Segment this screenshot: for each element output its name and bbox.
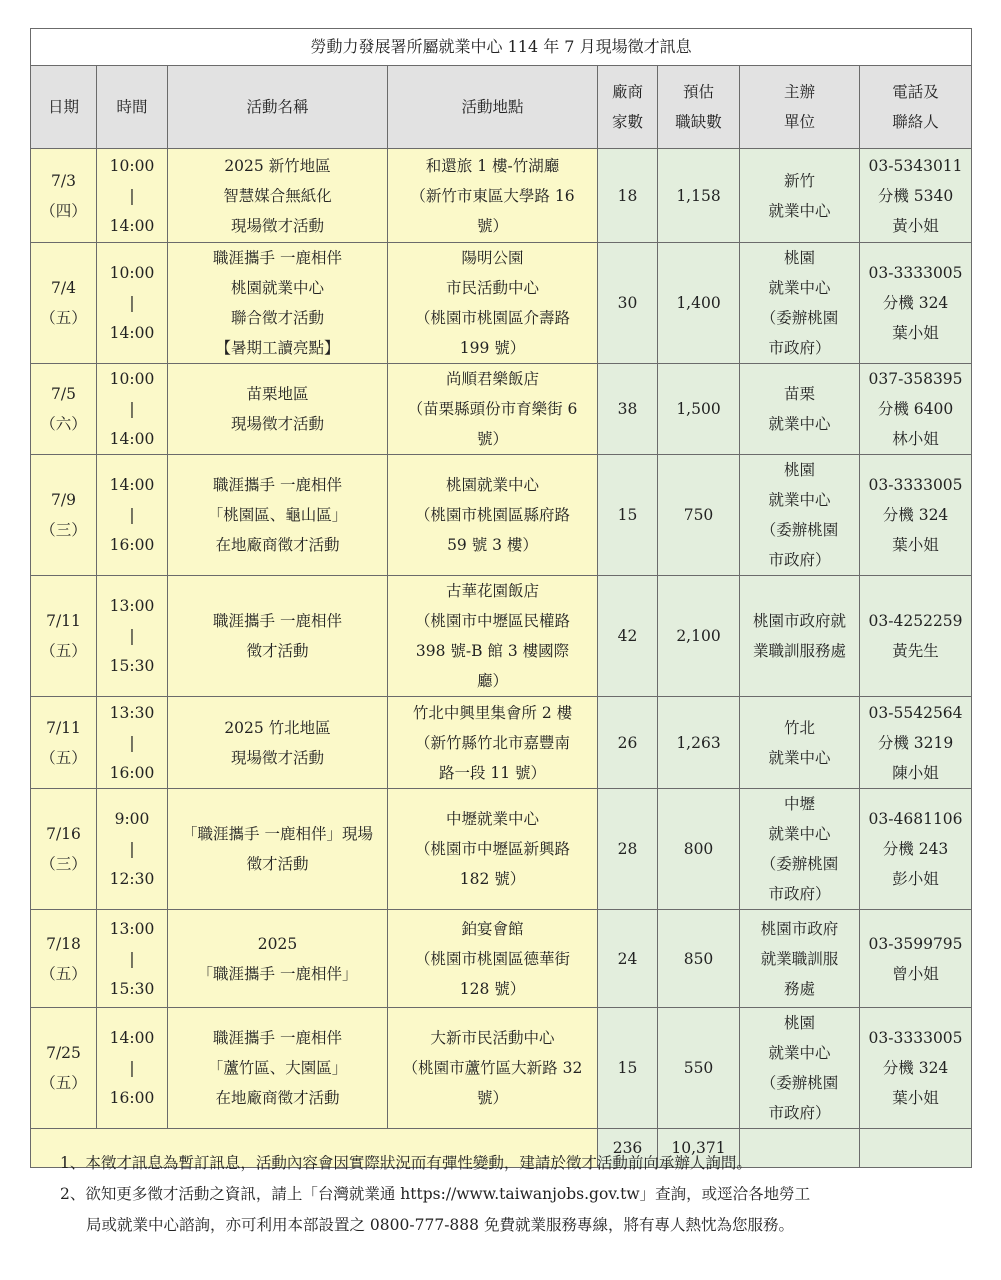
date-cell-line: 7/16 (46, 825, 81, 843)
location-cell-line: 竹北中興里集會所 2 樓 (412, 703, 573, 722)
table-row (31, 243, 972, 364)
contact-cell-line: 分機 243 (882, 840, 949, 858)
time-cell-line: 10:00 (109, 264, 155, 282)
time-cell (97, 243, 168, 364)
time-cell (97, 697, 168, 789)
contact-cell-line: 黃小姐 (892, 216, 939, 235)
activity-name-cell-line: 桃園就業中心 (230, 279, 324, 297)
activity-name-cell-line: 「蘆竹區、大園區」 (207, 1059, 348, 1077)
activity-name-cell-line: 【暑期工讀亮點】 (215, 339, 340, 357)
time-cell-line: 9:00 (114, 810, 150, 828)
contact-cell (860, 697, 972, 789)
activity-name-cell-line: 「職涯攜手 一鹿相伴」 (197, 964, 358, 983)
activity-name-cell-line: 聯合徵才活動 (230, 309, 324, 327)
activity-name-cell (168, 455, 388, 576)
time-cell-line: | (129, 506, 135, 524)
location-cell-line: 廳） (476, 672, 508, 690)
activity-name-cell-line: 職涯攜手 一鹿相伴 (213, 612, 342, 630)
contact-cell-line: 03-5542564 (868, 703, 963, 722)
contact-cell (860, 1008, 972, 1129)
activity-name-cell-line: 2025 新竹地區 (224, 156, 331, 175)
date-cell (31, 789, 97, 910)
firm-count-cell: 15 (598, 455, 658, 576)
location-cell (388, 576, 598, 697)
organizer-cell (740, 243, 860, 364)
location-cell (388, 910, 598, 1008)
time-cell-line: 16:00 (109, 536, 155, 554)
location-cell-line: 桃園就業中心 (445, 476, 539, 494)
location-cell-line: （桃園市蘆竹區大新路 32 (402, 1059, 583, 1077)
organizer-cell-line: 就業職訓服 (760, 949, 839, 968)
contact-cell-line: 03-4252259 (868, 612, 963, 630)
location-cell-line: 鉑宴會館 (461, 919, 524, 938)
organizer-cell-line: 桃園 (783, 1014, 815, 1032)
organizer-cell-line: 就業中心 (768, 825, 831, 843)
contact-cell-line: 彭小姐 (892, 870, 939, 888)
contact-cell-line: 分機 324 (882, 506, 949, 524)
location-cell-line: （新竹市東區大學路 16 (410, 186, 575, 205)
time-cell-line: 14:00 (109, 1029, 155, 1047)
activity-name-cell (168, 576, 388, 697)
job-count-cell: 750 (658, 455, 740, 576)
contact-cell (860, 243, 972, 364)
time-cell-line: | (129, 400, 135, 418)
activity-name-cell (168, 789, 388, 910)
location-cell-line: 古華花園飯店 (445, 582, 539, 600)
location-cell-line: （桃園市桃園區德華街 (414, 949, 570, 968)
location-cell-line: 398 號-B 館 3 樓國際 (415, 642, 570, 660)
footnotes (60, 1148, 960, 1241)
table-title: 勞動力發展署所屬就業中心 114 年 7 月現場徵才訊息 (31, 29, 972, 66)
contact-cell-line: 03-5343011 (868, 156, 963, 175)
contact-cell-line: 03-3333005 (868, 476, 963, 494)
date-cell-line: （三） (40, 855, 87, 873)
activity-name-cell-line: 職涯攜手 一鹿相伴 (213, 249, 342, 267)
contact-cell-line: 03-3599795 (868, 934, 963, 953)
contact-cell-line: 03-3333005 (868, 264, 963, 282)
job-count-cell: 1,263 (658, 697, 740, 789)
firm-count-cell: 28 (598, 789, 658, 910)
date-cell-line: 7/9 (51, 491, 76, 509)
organizer-cell-line: 務處 (783, 979, 815, 998)
location-cell (388, 455, 598, 576)
location-cell-line: （桃園市桃園區縣府路 (414, 506, 570, 524)
recruitment-table-container (30, 28, 971, 1168)
location-cell (388, 149, 598, 243)
activity-name-cell (168, 910, 388, 1008)
total-jobs: 10,371 (658, 1129, 740, 1168)
activity-name-cell-line: 現場徵才活動 (230, 216, 324, 235)
organizer-cell-line: （委辦桃園 (760, 1074, 839, 1092)
organizer-cell (740, 576, 860, 697)
date-cell-line: 7/11 (46, 718, 81, 737)
time-cell (97, 1008, 168, 1129)
activity-name-cell-line: 在地廠商徵才活動 (215, 1089, 340, 1107)
location-cell-line: 中壢就業中心 (445, 810, 539, 828)
location-cell (388, 697, 598, 789)
header-organizer: 主辦 單位 (740, 66, 860, 149)
organizer-cell-line: 就業中心 (768, 279, 831, 297)
location-cell (388, 789, 598, 910)
header-time: 時間 (97, 66, 168, 149)
date-cell-line: 7/11 (46, 612, 81, 630)
organizer-cell-line: 就業中心 (768, 748, 831, 767)
location-cell-line: 128 號） (459, 979, 526, 998)
firm-count-cell: 26 (598, 697, 658, 789)
contact-cell-line: 黃先生 (892, 642, 939, 660)
date-cell (31, 1008, 97, 1129)
contact-cell-line: 分機 324 (882, 1059, 949, 1077)
organizer-cell-line: （委辦桃園 (760, 521, 839, 539)
organizer-cell (740, 1008, 860, 1129)
contact-cell-line: 03-3333005 (868, 1029, 963, 1047)
activity-name-cell-line: 「桃園區、龜山區」 (207, 506, 348, 524)
time-cell-line: 16:00 (109, 763, 155, 782)
activity-name-cell-line: 2025 竹北地區 (224, 718, 331, 737)
activity-name-cell (168, 1008, 388, 1129)
location-cell-line: 尚順君樂飯店 (445, 370, 539, 388)
activity-name-cell (168, 149, 388, 243)
location-cell-line: 大新市民活動中心 (430, 1029, 555, 1047)
date-cell (31, 455, 97, 576)
time-cell-line: 15:30 (109, 657, 155, 675)
location-cell-line: （桃園市中壢區民權路 (414, 612, 570, 630)
location-cell-line: 號） (476, 216, 508, 235)
firm-count-cell: 42 (598, 576, 658, 697)
contact-cell-line: 葉小姐 (892, 324, 939, 342)
activity-name-cell-line: 2025 (257, 934, 298, 953)
table-row (31, 149, 972, 243)
job-count-cell: 2,100 (658, 576, 740, 697)
time-cell (97, 910, 168, 1008)
date-cell (31, 910, 97, 1008)
contact-cell-line: 分機 6400 (877, 400, 954, 418)
time-cell-line: | (129, 949, 135, 968)
location-cell-line: 號） (476, 430, 508, 448)
date-cell-line: 7/4 (51, 279, 76, 297)
table-row (31, 576, 972, 697)
organizer-cell-line: 竹北 (783, 718, 815, 737)
header-date: 日期 (31, 66, 97, 149)
organizer-cell-line: 就業中心 (768, 491, 831, 509)
job-count-cell: 1,158 (658, 149, 740, 243)
date-cell-line: 7/5 (51, 385, 76, 403)
contact-cell-line: 分機 324 (882, 294, 949, 312)
organizer-cell (740, 149, 860, 243)
contact-cell-line: 分機 5340 (877, 186, 954, 205)
location-cell-line: 59 號 3 樓） (447, 536, 538, 554)
table-row (31, 455, 972, 576)
activity-name-cell-line: 苗栗地區 (246, 385, 309, 403)
location-cell-line: 號） (476, 1089, 508, 1107)
activity-name-cell-line: 現場徵才活動 (230, 748, 324, 767)
header-location: 活動地點 (388, 66, 598, 149)
total-firms: 236 (598, 1129, 658, 1168)
firm-count-cell: 30 (598, 243, 658, 364)
organizer-cell (740, 910, 860, 1008)
contact-cell (860, 576, 972, 697)
time-cell-line: | (129, 627, 135, 645)
date-cell-line: （五） (40, 1074, 87, 1092)
table-row (31, 697, 972, 789)
location-cell-line: 市民活動中心 (445, 279, 539, 297)
job-count-cell: 550 (658, 1008, 740, 1129)
organizer-cell-line: 市政府） (768, 1104, 831, 1122)
time-cell-line: 10:00 (109, 156, 155, 175)
location-cell-line: 和還旅 1 樓-竹湖廳 (425, 156, 560, 175)
time-cell-line: 13:30 (109, 703, 155, 722)
time-cell-line: 13:00 (109, 919, 155, 938)
date-cell-line: （四） (40, 201, 87, 220)
organizer-cell-line: 新竹 (783, 171, 815, 190)
time-cell-line: | (129, 186, 135, 205)
date-cell (31, 243, 97, 364)
organizer-cell (740, 364, 860, 455)
time-cell-line: 12:30 (109, 870, 155, 888)
contact-cell (860, 149, 972, 243)
contact-cell (860, 910, 972, 1008)
job-count-cell: 800 (658, 789, 740, 910)
date-cell-line: （三） (40, 521, 87, 539)
time-cell-line: 16:00 (109, 1089, 155, 1107)
header-firm-count: 廠商 家數 (598, 66, 658, 149)
recruitment-table (30, 28, 972, 1168)
footnote-2-continued: 局或就業中心諮詢，亦可利用本部設置之 0800-777-888 免費就業服務專線，將有專人熱忱為您服務。 (86, 1216, 794, 1234)
location-cell (388, 364, 598, 455)
organizer-cell-line: 桃園市政府就 (752, 612, 846, 630)
time-cell-line: 13:00 (109, 597, 155, 615)
time-cell-line: | (129, 733, 135, 752)
organizer-cell-line: 桃園市政府 (760, 919, 839, 938)
activity-name-cell-line: 現場徵才活動 (230, 415, 324, 433)
activity-name-cell-line: 徵才活動 (246, 855, 309, 873)
activity-name-cell-line: 「職涯攜手 一鹿相伴」現場 (182, 825, 373, 843)
header-activity-name: 活動名稱 (168, 66, 388, 149)
date-cell-line: 7/18 (46, 934, 81, 953)
time-cell (97, 455, 168, 576)
organizer-cell-line: 市政府） (768, 551, 831, 569)
location-cell-line: （新竹縣竹北市嘉豐南 (414, 733, 570, 752)
organizer-cell-line: （委辦桃園 (760, 309, 839, 327)
time-cell-line: 14:00 (109, 430, 155, 448)
location-cell (388, 243, 598, 364)
date-cell-line: （五） (40, 964, 87, 983)
header-job-count: 預估 職缺數 (658, 66, 740, 149)
organizer-cell-line: 就業中心 (768, 415, 831, 433)
contact-cell (860, 364, 972, 455)
activity-name-cell-line: 職涯攜手 一鹿相伴 (213, 476, 342, 494)
organizer-cell (740, 789, 860, 910)
time-cell (97, 149, 168, 243)
job-count-cell: 1,400 (658, 243, 740, 364)
activity-name-cell-line: 智慧媒合無紙化 (223, 186, 332, 205)
organizer-cell-line: 就業中心 (768, 1044, 831, 1062)
contact-cell (860, 455, 972, 576)
header-row (31, 66, 972, 149)
contact-cell-line: 林小姐 (892, 430, 939, 448)
location-cell-line: 199 號） (459, 339, 526, 357)
time-cell-line: 15:30 (109, 979, 155, 998)
date-cell-line: （六） (40, 415, 87, 433)
organizer-cell-line: （委辦桃園 (760, 855, 839, 873)
contact-cell-line: 分機 3219 (877, 733, 954, 752)
date-cell-line: （五） (40, 642, 87, 660)
table-row (31, 910, 972, 1008)
location-cell-line: 182 號） (459, 870, 526, 888)
contact-cell-line: 03-4681106 (868, 810, 963, 828)
activity-name-cell-line: 職涯攜手 一鹿相伴 (213, 1029, 342, 1047)
contact-cell-line: 陳小姐 (892, 763, 939, 782)
date-cell (31, 576, 97, 697)
location-cell (388, 1008, 598, 1129)
organizer-cell-line: 桃園 (783, 461, 815, 479)
contact-cell-line: 曾小姐 (892, 964, 939, 983)
activity-name-cell-line: 徵才活動 (246, 642, 309, 660)
time-cell-line: 14:00 (109, 324, 155, 342)
table-row (31, 1008, 972, 1129)
location-cell-line: （苗栗縣頭份市育樂街 6 (407, 400, 578, 418)
organizer-cell-line: 業職訓服務處 (752, 642, 846, 660)
table-body (31, 149, 972, 1129)
activity-name-cell-line: 在地廠商徵才活動 (215, 536, 340, 554)
contact-cell-line: 葉小姐 (892, 536, 939, 554)
firm-count-cell: 18 (598, 149, 658, 243)
time-cell (97, 576, 168, 697)
footnote-1: 1、本徵才訊息為暫訂訊息，活動內容會因實際狀況而有彈性變動，建請於徵才活動前向承辦人詢問。 (60, 1154, 752, 1172)
table-row (31, 364, 972, 455)
time-cell-line: | (129, 294, 135, 312)
date-cell-line: 7/25 (46, 1044, 81, 1062)
contact-cell (860, 789, 972, 910)
activity-name-cell (168, 243, 388, 364)
header-contact: 電話及 聯絡人 (860, 66, 972, 149)
location-cell-line: 路一段 11 號） (438, 763, 547, 782)
location-cell-line: 陽明公園 (461, 249, 524, 267)
time-cell (97, 789, 168, 910)
time-cell-line: 14:00 (109, 476, 155, 494)
date-cell (31, 697, 97, 789)
date-cell (31, 364, 97, 455)
activity-name-cell (168, 364, 388, 455)
time-cell-line: 10:00 (109, 370, 155, 388)
organizer-cell-line: 中壢 (783, 795, 815, 813)
organizer-cell-line: 市政府） (768, 885, 831, 903)
organizer-cell-line: 就業中心 (768, 201, 831, 220)
footnote-2: 2、欲知更多徵才活動之資訊，請上「台灣就業通 https://www.taiwanjobs.gov.tw」查詢，或逕洽各地勞工 (60, 1185, 811, 1203)
location-cell-line: （桃園市中壢區新興路 (414, 840, 570, 858)
time-cell-line: | (129, 1059, 135, 1077)
location-cell-line: （桃園市桃園區介壽路 (414, 309, 570, 327)
contact-cell-line: 037-358395 (868, 370, 963, 388)
job-count-cell: 1,500 (658, 364, 740, 455)
date-cell-line: （五） (40, 309, 87, 327)
organizer-cell-line: 桃園 (783, 249, 815, 267)
time-cell (97, 364, 168, 455)
organizer-cell-line: 苗栗 (783, 385, 815, 403)
organizer-cell (740, 455, 860, 576)
table-row (31, 789, 972, 910)
date-cell (31, 149, 97, 243)
date-cell-line: 7/3 (51, 171, 76, 190)
job-count-cell: 850 (658, 910, 740, 1008)
firm-count-cell: 24 (598, 910, 658, 1008)
firm-count-cell: 15 (598, 1008, 658, 1129)
time-cell-line: | (129, 840, 135, 858)
contact-cell-line: 葉小姐 (892, 1089, 939, 1107)
organizer-cell (740, 697, 860, 789)
organizer-cell-line: 市政府） (768, 339, 831, 357)
activity-name-cell (168, 697, 388, 789)
date-cell-line: （五） (40, 748, 87, 767)
firm-count-cell: 38 (598, 364, 658, 455)
time-cell-line: 14:00 (109, 216, 155, 235)
